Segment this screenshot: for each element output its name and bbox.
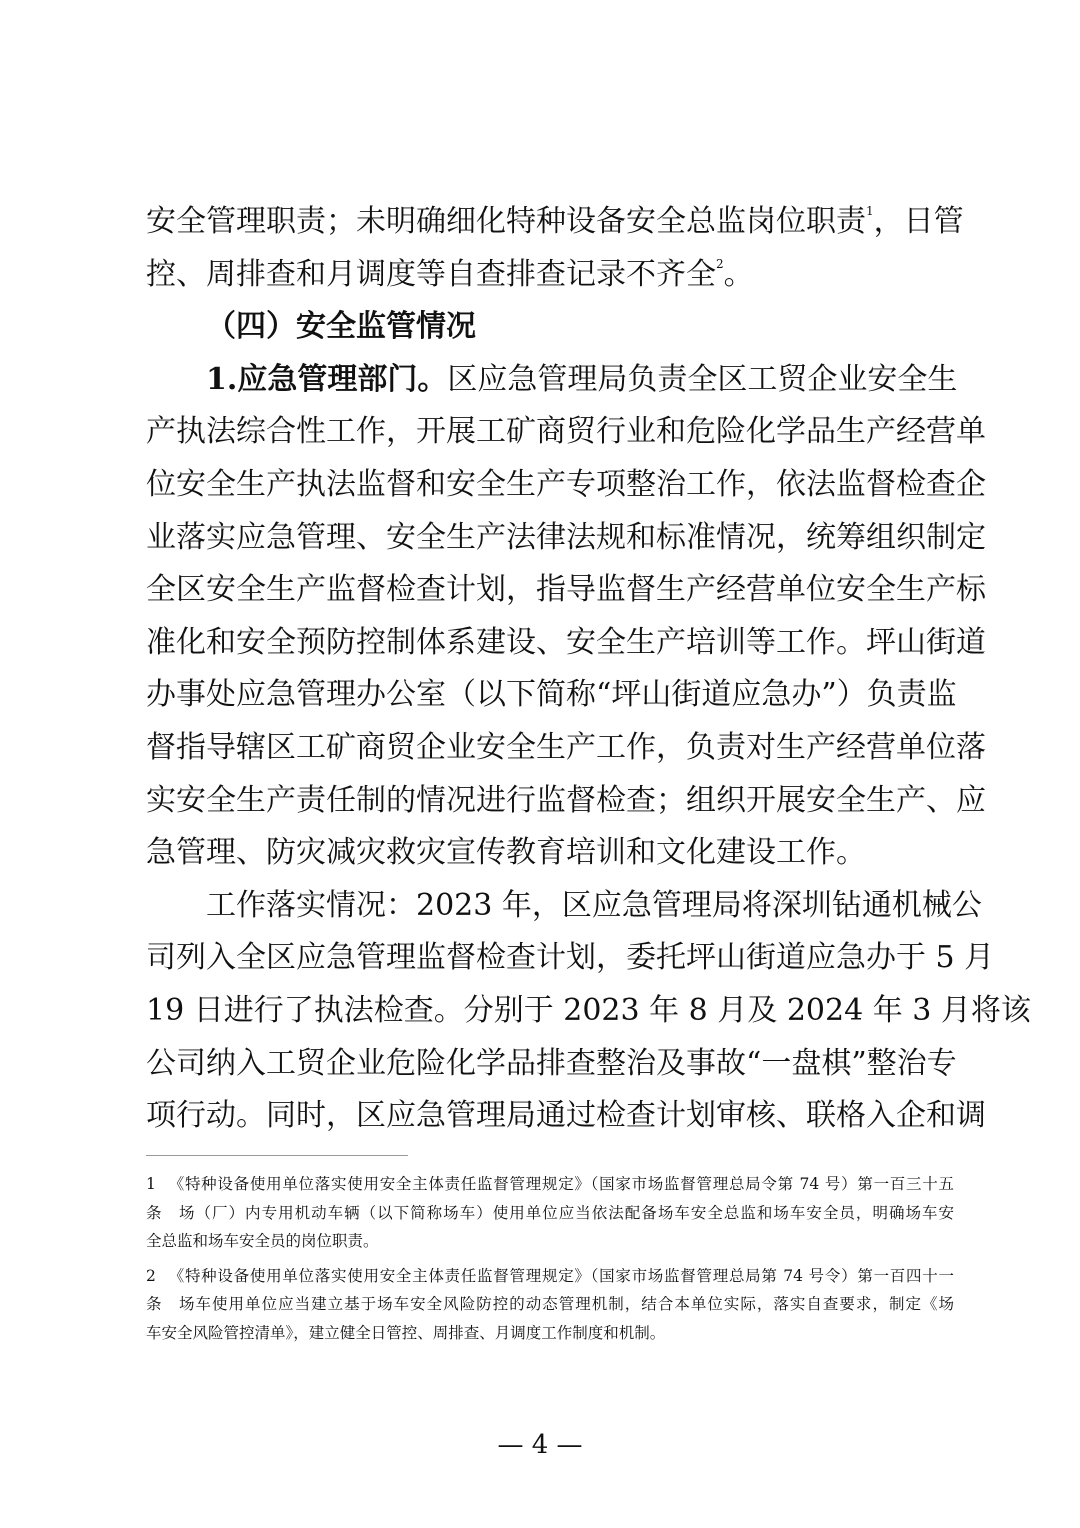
section-heading: （四）安全监管情况 [206,309,476,345]
footnote-line [146,1262,954,1291]
footnote-text: 《特种设备使用单位落实使用安全主体责任监督管理规定》（国家市场监督管理总局第 74 号令）第一百四十一 [168,1266,954,1285]
page-number: — 4 — [497,1430,583,1460]
body-line: 全区安全生产监督检查计划，指导监督生产经营单位安全生产标 [146,572,986,608]
footnote-line: 条 场（厂）内专用机动车辆（以下简称场车）使用单位应当依法配备场车安全总监和场车安全员，明确场车安 [146,1203,954,1222]
footnote-line [146,1170,954,1199]
footnote-number: 1 [146,1175,156,1193]
footnote-separator [146,1155,408,1156]
body-line [146,354,958,407]
text-run: 区应急管理局负责全区工贸企业安全生 [447,361,958,397]
footnote-number: 2 [146,1266,156,1285]
body-line: 办事处应急管理办公室（以下简称“坪山街道应急办”）负责监 [146,677,957,713]
footnote-line: 车安全风险管控清单》，建立健全日管控、周排查、月调度工作制度和机制。 [146,1323,666,1342]
text-run: ，日管 [873,204,964,239]
body-line: 实安全生产责任制的情况进行监督检查；组织开展安全生产、应 [146,782,986,818]
footnote [146,1262,954,1348]
footnote-line: 条 场车使用单位应当建立基于场车安全风险防控的动态管理机制，结合本单位实际，落实自查要求，制定《场 [146,1295,954,1313]
body-line: 公司纳入工贸企业危险化学品排查整治及事故“一盘棋”整治专 [146,1045,957,1081]
footnote-ref[interactable]: 2 [716,256,724,271]
footnote-ref[interactable]: 1 [866,204,874,218]
body-line: 急管理、防灾减灾救灾宣传教育培训和文化建设工作。 [146,835,866,871]
body-line: 督指导辖区工矿商贸企业安全生产工作，负责对生产经营单位落 [146,729,986,765]
body-line: 业落实应急管理、安全生产法律法规和标准情况，统筹组织制定 [146,519,986,555]
footnote-text: 《特种设备使用单位落实使用安全主体责任监督管理规定》（国家市场监督管理总局令第 74 号）第一百三十五 [168,1175,954,1193]
footnote-line: 全总监和场车安全员的岗位职责。 [146,1232,379,1250]
text-run: 控、周排查和月调度等自查排查记录不齐全 [146,256,716,292]
text-run: 。 [723,256,754,292]
body-line: 司列入全区应急管理监督检查计划，委托坪山街道应急办于 5 月 [146,940,995,976]
body-line [146,196,964,249]
body-line: 项行动。同时，区应急管理局通过检查计划审核、联格入企和调 [146,1098,986,1134]
body-line [146,249,954,302]
body-text [146,196,1031,1143]
footnote [146,1170,954,1256]
footnotes [146,1170,954,1353]
body-line: 产执法综合性工作，开展工矿商贸行业和危险化学品生产经营单 [146,414,986,450]
bold-lead: 1.应急管理部门。 [206,361,448,397]
body-line: 位安全生产执法监督和安全生产专项整治工作，依法监督检查企 [146,466,986,502]
body-line: 19 日进行了执法检查。分别于 2023 年 8 月及 2024 年 3 月将该 [146,992,1031,1028]
body-line: 工作落实情况：2023 年，区应急管理局将深圳钻通机械公 [206,887,982,923]
text-run: 安全管理职责；未明确细化特种设备安全总监岗位职责 [146,204,866,239]
body-line: 准化和安全预防控制体系建设、安全生产培训等工作。坪山街道 [146,624,986,660]
